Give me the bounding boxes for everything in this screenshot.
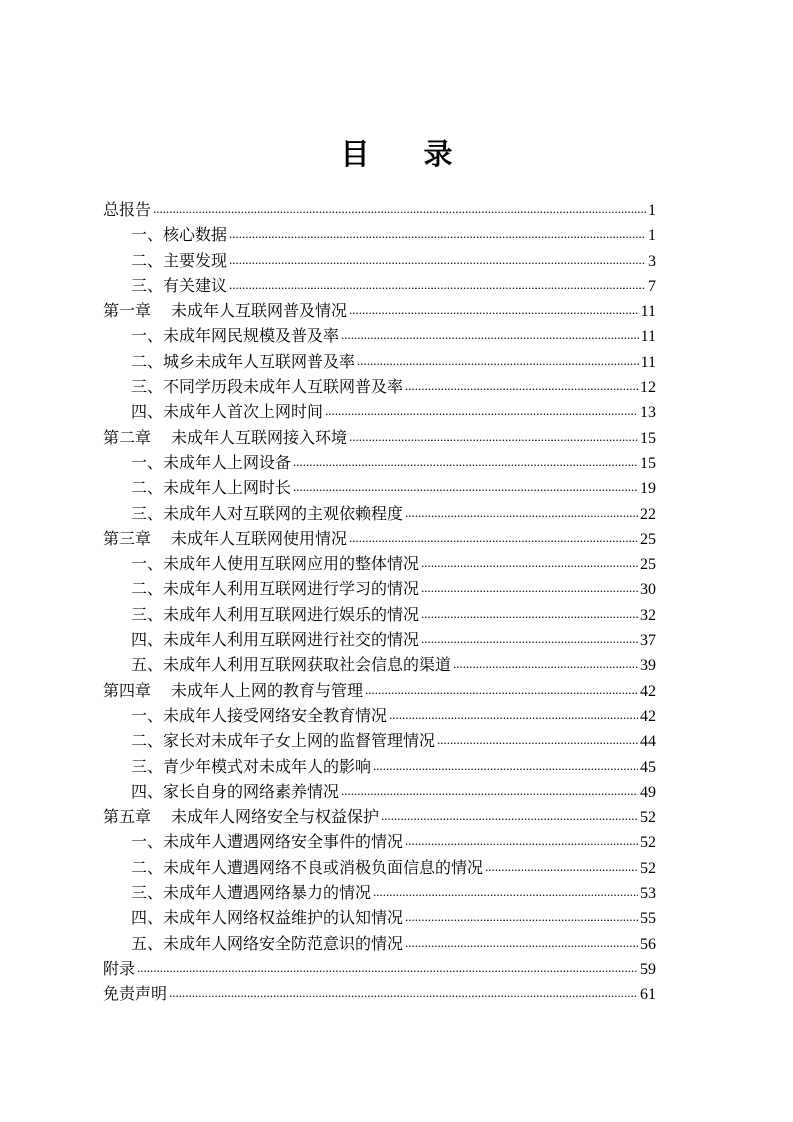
toc-section-entry[interactable] xyxy=(103,576,656,601)
toc-entry-label: 一、未成年网民规模及普及率 xyxy=(131,326,340,346)
toc-entry-title xyxy=(131,576,419,601)
toc-entry-title xyxy=(131,905,403,930)
toc-entry-label: 三、不同学历段未成年人互联网普及率 xyxy=(131,377,404,397)
toc-dot-leader xyxy=(405,499,638,525)
toc-section-entry[interactable] xyxy=(103,728,656,753)
toc-page-number: 13 xyxy=(640,404,656,422)
toc-page-number: 55 xyxy=(640,910,656,928)
toc-entry-title xyxy=(131,273,227,298)
toc-dot-leader xyxy=(405,929,638,955)
toc-section-entry[interactable] xyxy=(103,273,656,298)
toc-chapter-entry[interactable] xyxy=(103,804,656,829)
toc-chapter-entry[interactable] xyxy=(103,678,656,703)
toc-entry-label: 一、未成年人使用互联网应用的整体情况 xyxy=(131,554,420,574)
toc-section-entry[interactable] xyxy=(103,905,656,930)
toc-section-entry[interactable] xyxy=(103,703,656,728)
toc-entry-title xyxy=(131,222,227,247)
toc-page-number: 12 xyxy=(640,379,656,397)
toc-page-number: 52 xyxy=(640,809,656,827)
toc-page-number: 11 xyxy=(640,303,656,321)
toc-entry-title xyxy=(131,754,371,779)
toc-entry-title xyxy=(103,425,347,450)
toc-page-number: 3 xyxy=(648,252,656,270)
toc-chapter-entry[interactable] xyxy=(103,526,656,551)
toc-dot-leader xyxy=(229,220,646,246)
toc-entry-title xyxy=(131,931,403,956)
toc-page-number: 53 xyxy=(640,885,656,903)
toc-section-entry[interactable] xyxy=(103,602,656,627)
toc-entry-label: 一、未成年人上网设备 xyxy=(131,452,292,472)
toc-entry-title xyxy=(131,323,339,348)
toc-entry-label: 附录 xyxy=(103,958,136,978)
toc-section-entry[interactable] xyxy=(103,323,656,348)
toc-entry-label: 五、未成年人利用互联网获取社会信息的渠道 xyxy=(131,655,452,675)
toc-entry-label: 一、核心数据 xyxy=(131,225,228,245)
toc-entry-title xyxy=(103,956,135,981)
toc-entry-title xyxy=(131,728,435,753)
toc-page-number: 1 xyxy=(648,227,656,245)
toc-page-number: 52 xyxy=(640,834,656,852)
toc-entry-title xyxy=(103,678,363,703)
toc-entry-title xyxy=(131,627,419,652)
toc-entry-label: 四、家长自身的网络素养情况 xyxy=(131,781,340,801)
toc-chapter-entry[interactable] xyxy=(103,981,656,1006)
toc-entry-label: 三、有关建议 xyxy=(131,275,228,295)
table-of-contents xyxy=(103,197,656,1007)
toc-entry-title xyxy=(103,298,347,323)
toc-dot-leader xyxy=(293,473,638,499)
toc-section-entry[interactable] xyxy=(103,475,656,500)
toc-entry-label: 一、未成年人接受网络安全教育情况 xyxy=(131,705,388,725)
toc-dot-leader xyxy=(169,979,638,1005)
toc-section-entry[interactable] xyxy=(103,652,656,677)
toc-entry-label: 未成年人上网的教育与管理 xyxy=(171,680,364,700)
toc-chapter-number: 第二章 xyxy=(103,427,152,447)
toc-dot-leader xyxy=(453,650,638,676)
toc-section-entry[interactable] xyxy=(103,551,656,576)
toc-chapter-number: 第五章 xyxy=(103,807,152,827)
toc-dot-leader xyxy=(421,625,638,651)
toc-entry-title xyxy=(131,855,483,880)
toc-entry-label: 五、未成年人网络安全防范意识的情况 xyxy=(131,933,404,953)
toc-page-number: 42 xyxy=(640,707,656,725)
toc-entry-title xyxy=(131,829,403,854)
toc-section-entry[interactable] xyxy=(103,855,656,880)
toc-dot-leader xyxy=(349,423,638,449)
toc-dot-leader xyxy=(137,954,638,980)
toc-page-number: 39 xyxy=(640,657,656,675)
toc-section-entry[interactable] xyxy=(103,399,656,424)
toc-entry-title xyxy=(103,981,167,1006)
toc-dot-leader xyxy=(405,372,638,398)
toc-page-number: 56 xyxy=(640,935,656,953)
toc-entry-label: 四、未成年人网络权益维护的认知情况 xyxy=(131,908,404,928)
toc-section-entry[interactable] xyxy=(103,627,656,652)
toc-chapter-number: 第三章 xyxy=(103,528,152,548)
toc-dot-leader xyxy=(153,195,646,221)
toc-section-entry[interactable] xyxy=(103,501,656,526)
toc-page-number: 45 xyxy=(640,758,656,776)
toc-entry-label: 三、青少年模式对未成年人的影响 xyxy=(131,756,372,776)
toc-dot-leader xyxy=(485,853,638,879)
toc-section-entry[interactable] xyxy=(103,754,656,779)
toc-dot-leader xyxy=(373,878,638,904)
toc-entry-label: 二、城乡未成年人互联网普及率 xyxy=(131,351,356,371)
toc-section-entry[interactable] xyxy=(103,880,656,905)
toc-dot-leader xyxy=(405,903,638,929)
toc-dot-leader xyxy=(349,524,638,550)
toc-entry-label: 二、未成年人利用互联网进行学习的情况 xyxy=(131,579,420,599)
toc-dot-leader xyxy=(341,777,638,803)
toc-page-number: 32 xyxy=(640,606,656,624)
toc-section-entry[interactable] xyxy=(103,829,656,854)
toc-entry-title xyxy=(131,602,419,627)
toc-entry-label: 未成年人互联网普及情况 xyxy=(171,301,348,321)
toc-entry-title xyxy=(131,703,387,728)
toc-entry-label: 总报告 xyxy=(103,200,152,219)
toc-dot-leader xyxy=(421,600,638,626)
toc-chapter-number: 第一章 xyxy=(103,301,152,321)
toc-section-entry[interactable] xyxy=(103,450,656,475)
toc-entry-label: 一、未成年人遭遇网络安全事件的情况 xyxy=(131,832,404,852)
toc-dot-leader xyxy=(229,246,646,272)
toc-section-entry[interactable] xyxy=(103,374,656,399)
toc-dot-leader xyxy=(405,827,638,853)
toc-entry-title xyxy=(131,349,355,374)
toc-page-number: 15 xyxy=(640,454,656,472)
toc-dot-leader xyxy=(229,271,646,297)
toc-dot-leader xyxy=(341,321,639,347)
toc-page-number: 59 xyxy=(640,960,656,978)
toc-section-entry[interactable] xyxy=(103,248,656,273)
toc-entry-title xyxy=(131,374,403,399)
toc-section-entry[interactable] xyxy=(103,349,656,374)
toc-entry-title xyxy=(131,475,291,500)
toc-page-number: 30 xyxy=(640,581,656,599)
toc-page-number: 25 xyxy=(640,530,656,548)
toc-entry-label: 未成年人网络安全与权益保护 xyxy=(171,807,380,827)
toc-dot-leader xyxy=(437,726,638,752)
toc-dot-leader xyxy=(357,347,639,373)
toc-dot-leader xyxy=(349,296,639,322)
toc-section-entry[interactable] xyxy=(103,222,656,247)
toc-entry-label: 三、未成年人对互联网的主观依赖程度 xyxy=(131,503,404,523)
toc-entry-label: 四、未成年人利用互联网进行社交的情况 xyxy=(131,630,420,650)
toc-entry-title xyxy=(131,501,403,526)
toc-page-number: 11 xyxy=(640,353,656,371)
toc-page-number: 61 xyxy=(640,986,656,1004)
toc-entry-title xyxy=(131,880,371,905)
toc-entry-label: 未成年人互联网接入环境 xyxy=(171,427,348,447)
toc-section-entry[interactable] xyxy=(103,779,656,804)
toc-entry-title xyxy=(131,551,419,576)
toc-entry-label: 四、未成年人首次上网时间 xyxy=(131,402,324,422)
toc-chapter-entry[interactable] xyxy=(103,298,656,323)
toc-page-number: 25 xyxy=(640,556,656,574)
toc-dot-leader xyxy=(325,397,638,423)
toc-page-number: 22 xyxy=(640,505,656,523)
toc-entry-label: 二、主要发现 xyxy=(131,250,228,270)
toc-dot-leader xyxy=(293,448,638,474)
toc-entry-label: 二、未成年人上网时长 xyxy=(131,478,292,498)
toc-dot-leader xyxy=(365,676,638,702)
toc-entry-title xyxy=(131,652,451,677)
toc-entry-title xyxy=(103,804,379,829)
toc-entry-title xyxy=(131,399,323,424)
toc-dot-leader xyxy=(421,549,638,575)
toc-page-number: 52 xyxy=(640,859,656,877)
toc-dot-leader xyxy=(373,752,638,778)
toc-dot-leader xyxy=(421,574,638,600)
toc-page-number: 44 xyxy=(640,733,656,751)
toc-chapter-number: 第四章 xyxy=(103,680,152,700)
toc-entry-label: 二、家长对未成年子女上网的监督管理情况 xyxy=(131,731,436,751)
toc-page-number: 19 xyxy=(640,480,656,498)
toc-page-number: 7 xyxy=(648,277,656,295)
toc-page-number: 15 xyxy=(640,429,656,447)
toc-entry-label: 免责声明 xyxy=(103,984,168,1004)
toc-page-number: 49 xyxy=(640,783,656,801)
toc-dot-leader xyxy=(389,701,638,727)
toc-entry-label: 二、未成年人遭遇网络不良或消极负面信息的情况 xyxy=(131,857,484,877)
toc-page-number: 42 xyxy=(640,682,656,700)
toc-entry-title xyxy=(131,248,227,273)
toc-entry-title xyxy=(131,450,291,475)
toc-entry-title xyxy=(103,197,151,222)
toc-chapter-entry[interactable] xyxy=(103,197,656,222)
toc-page-number: 37 xyxy=(640,632,656,650)
toc-entry-label: 未成年人互联网使用情况 xyxy=(171,528,348,548)
toc-chapter-entry[interactable] xyxy=(103,425,656,450)
toc-page-number: 1 xyxy=(648,202,656,219)
toc-dot-leader xyxy=(381,802,638,828)
toc-entry-label: 三、未成年人遭遇网络暴力的情况 xyxy=(131,883,372,903)
toc-section-entry[interactable] xyxy=(103,931,656,956)
page-title: 目 录 xyxy=(340,137,475,171)
toc-chapter-entry[interactable] xyxy=(103,956,656,981)
toc-page-number: 11 xyxy=(640,328,656,346)
toc-entry-title xyxy=(131,779,339,804)
toc-entry-label: 三、未成年人利用互联网进行娱乐的情况 xyxy=(131,604,420,624)
toc-entry-title xyxy=(103,526,347,551)
